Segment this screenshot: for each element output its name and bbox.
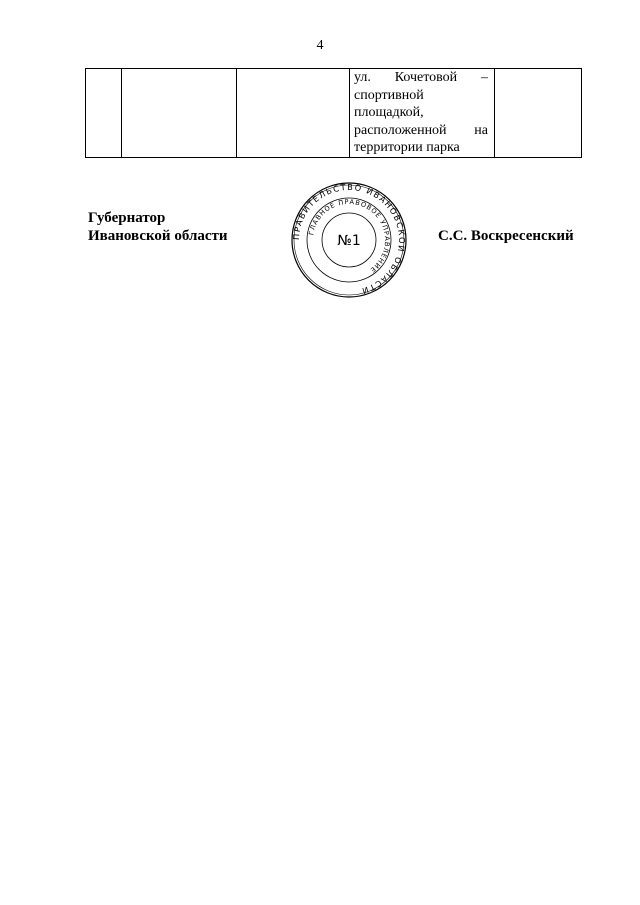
table-cell-empty <box>122 69 237 158</box>
signature-title <box>88 209 228 245</box>
address-line <box>354 122 488 140</box>
seal-number: №1 <box>337 233 361 249</box>
address-line: площадкой, <box>354 105 424 120</box>
page-number: 4 <box>316 38 324 53</box>
address-word: Кочетовой <box>394 70 458 85</box>
address-word: – <box>480 70 488 85</box>
address-word: расположенной <box>354 122 447 138</box>
signature-name: С.С. Воскресенский <box>438 228 574 244</box>
address-line <box>354 69 488 87</box>
address-line: территории парка <box>354 140 460 155</box>
address-word: на <box>474 122 488 138</box>
address-word: ул. <box>354 70 371 85</box>
table-row <box>86 69 582 158</box>
signature-title-line: Ивановской области <box>88 228 228 244</box>
table-cell-empty <box>237 69 350 158</box>
table-cell-number <box>86 69 122 158</box>
seal-inner-ring-text: ГЛАВНОЕ ПРАВОВОЕ УПРАВЛЕНИЕ <box>307 197 392 275</box>
table <box>85 68 582 158</box>
seal-stamp <box>290 181 408 299</box>
address-line: спортивной <box>354 87 424 103</box>
table-cell-empty <box>495 69 582 158</box>
table-cell-address <box>350 69 495 158</box>
seal-ring-text: ПРАВИТЕЛЬСТВО ИВАНОВСКОЙ ОБЛАСТИ <box>290 181 408 297</box>
signature-title-line: Губернатор <box>88 210 166 226</box>
